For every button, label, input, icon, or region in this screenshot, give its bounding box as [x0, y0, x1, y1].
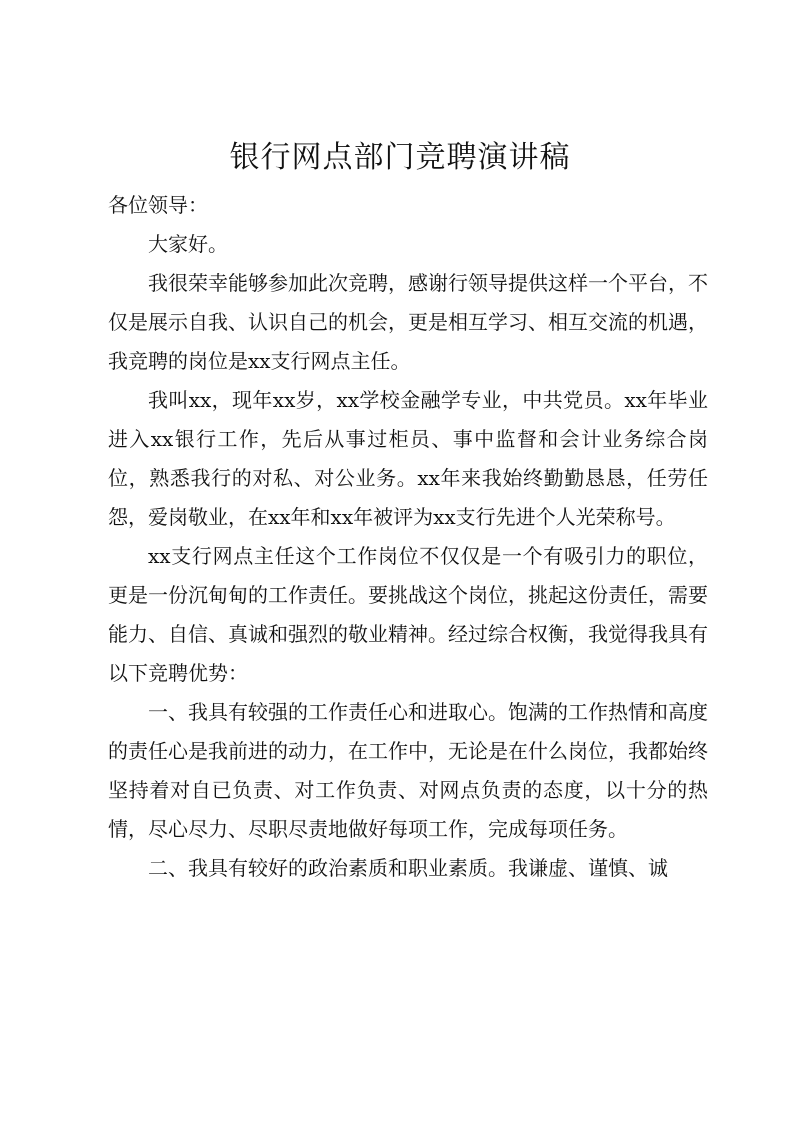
paragraph-intro: 我很荣幸能够参加此次竞聘，感谢行领导提供这样一个平台，不仅是展示自我、认识自己的机会，更是相互学习、相互交流的机遇，我竞聘的岗位是xx支行网点主任。 [108, 271, 708, 373]
paragraph-advantage-one: 一、我具有较强的工作责任心和进取心。饱满的工作热情和高度的责任心是我前进的动力，在工作中，无论是在什么岗位，我都始终坚持着对自已负责、对工作负责、对网点负责的态度，以十分的热情，尽心尽力、尽职尽责地做好每项工作，完成每项任务。 [108, 700, 708, 841]
paragraph-background: 我叫xx，现年xx岁，xx学校金融学专业，中共党员。xx年毕业进入xx银行工作，先后从事过柜员、事中监督和会计业务综合岗位，熟悉我行的对私、对公业务。xx年来我始终勤勤恳恳，任劳任怨，爱岗敬业，在xx年和xx年被评为xx支行先进个人光荣称号。 [108, 388, 708, 529]
paragraph-advantage-two: 二、我具有较好的政治素质和职业素质。我谦虚、谨慎、诚 [148, 856, 668, 880]
salutation: 各位领导： [108, 193, 208, 217]
document-title: 银行网点部门竞聘演讲稿 [229, 140, 571, 175]
paragraph-position: xx支行网点主任这个工作岗位不仅仅是一个有吸引力的职位，更是一份沉甸甸的工作责任。要挑战这个岗位，挑起这份责任，需要能力、自信、真诚和强烈的敬业精神。经过综合权衡，我觉得我具有以下竞聘优势： [108, 544, 708, 685]
paragraph-greeting: 大家好。 [148, 232, 228, 256]
document-body [108, 186, 708, 888]
